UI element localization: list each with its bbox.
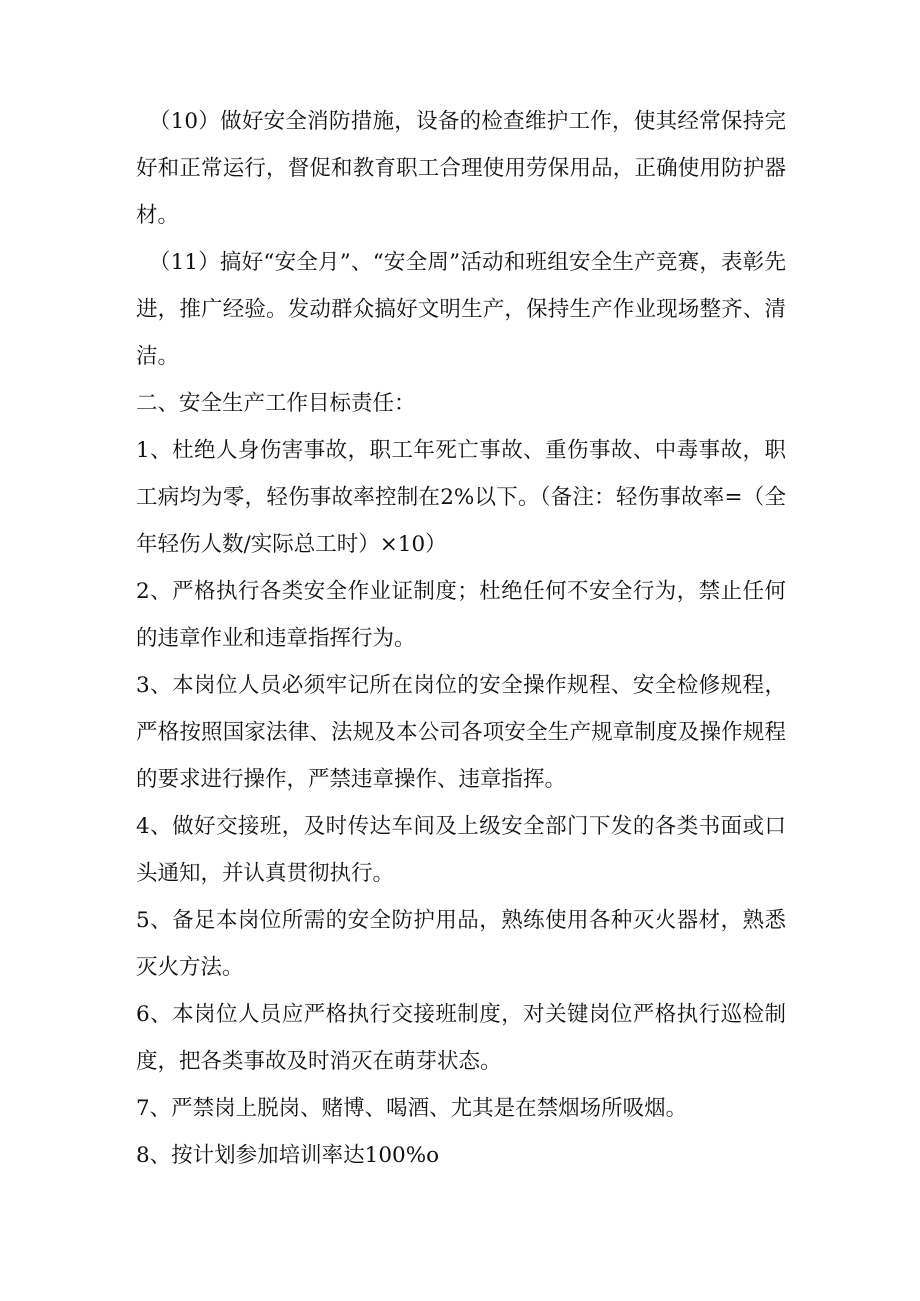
paragraph-item-11: （11）搞好“安全月”、“安全周”活动和班组安全生产竞赛，表彰先进，推广经验。发动群众搞好文明生产，保持生产作业现场整齐、清洁。 [136,250,786,369]
paragraph-goal-7: 7、严禁岗上脱岗、赌博、喝酒、尤其是在禁烟场所吸烟。 [136,1096,688,1121]
paragraph-goal-1: 1、杜绝人身伤害事故，职工年死亡事故、重伤事故、中毒事故，职工病均为零，轻伤事故率控制在2%以下。（备注：轻伤事故率=（全年轻伤人数/实际总工时）×10） [136,438,786,557]
paragraph-goal-2: 2、严格执行各类安全作业证制度；杜绝任何不安全行为，禁止任何的违章作业和违章指挥行为。 [136,579,786,651]
paragraph-goal-5: 5、备足本岗位所需的安全防护用品，熟练使用各种灭火器材，熟悉灭火方法。 [136,908,786,980]
paragraph-goal-4: 4、做好交接班，及时传达车间及上级安全部门下发的各类书面或口头通知，并认真贯彻执行。 [136,814,786,886]
paragraph-item-10: （10）做好安全消防措施，设备的检查维护工作，使其经常保持完好和正常运行，督促和教育职工合理使用劳保用品，正确使用防护器材。 [136,109,786,228]
paragraph-goal-3: 3、本岗位人员必须牢记所在岗位的安全操作规程、安全检修规程，严格按照国家法律、法规及本公司各项安全生产规章制度及操作规程的要求进行操作，严禁违章操作、违章指挥。 [136,673,786,792]
document-body [136,98,786,1179]
section-heading-safety-goals: 二、安全生产工作目标责任： [136,391,416,416]
paragraph-goal-6: 6、本岗位人员应严格执行交接班制度，对关键岗位严格执行巡检制度，把各类事故及时消灭在萌芽状态。 [136,1002,786,1074]
paragraph-goal-8: 8、按计划参加培训率达100%o [136,1143,440,1168]
